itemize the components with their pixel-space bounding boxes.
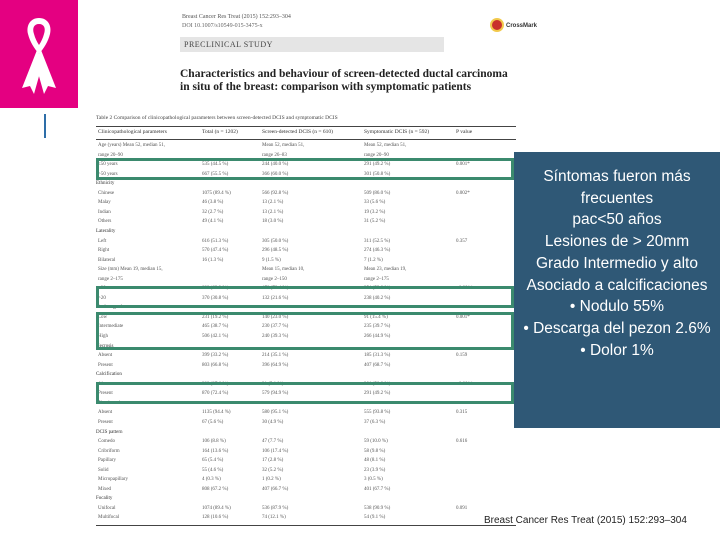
table-cell: 140 (23.0 %) — [262, 314, 289, 320]
table-cell: 803 (66.8 %) — [202, 362, 229, 368]
table-cell: Micropapillary — [98, 477, 128, 483]
table-cell: DCIS pattern — [96, 429, 123, 435]
table-row — [96, 419, 516, 427]
table-cell: Others — [98, 219, 112, 225]
table-cell: Absent — [98, 381, 113, 387]
table-cell: ≤20 — [98, 286, 106, 292]
table-cell: Unifocal — [98, 505, 116, 511]
table-cell: Age (years) Mean 52, median 51, — [98, 143, 166, 148]
table-cell: 37 (6.3 %) — [364, 419, 386, 425]
table-cell: 305 (50.0 %) — [262, 238, 289, 244]
table-cell: 33 (5.6 %) — [364, 200, 386, 206]
table-cell: 579 (94.9 %) — [262, 391, 289, 397]
table-cell: <0.001* — [456, 286, 473, 292]
highlight-grade — [96, 312, 514, 350]
table-cell: 296 (48.5 %) — [262, 248, 289, 254]
table-cell: 32 (2.7 %) — [202, 209, 224, 215]
summary-text — [514, 166, 720, 361]
table-header: P value — [456, 129, 473, 135]
table-cell: 0.159 — [456, 353, 468, 359]
table-cell: Comedo — [98, 439, 115, 445]
table-cell: 13 (2.1 %) — [262, 200, 284, 206]
table-cell: 128 (10.6 %) — [202, 515, 229, 521]
table-cell: 0.357 — [456, 238, 468, 244]
journal-citation: Breast Cancer Res Treat (2015) 152:293–304 — [182, 14, 291, 20]
table-cell: 0.616 — [456, 439, 468, 445]
table-cell: Papillary — [98, 458, 117, 464]
table-cell: 870 (72.4 %) — [202, 391, 229, 397]
table-cell: 106 (8.8 %) — [202, 439, 226, 445]
table-cell: 1 (0.2 %) — [262, 477, 281, 483]
table-cell: Right — [98, 248, 110, 254]
table-cell: range 2–175 — [364, 276, 389, 282]
table-cell: 0.001* — [456, 162, 470, 168]
table-cell: ≤50 years — [98, 162, 118, 168]
table-row — [96, 352, 516, 360]
table-cell: Low — [98, 314, 108, 320]
table-cell: 235 (39.7 %) — [364, 324, 391, 330]
summary-line: Grado Intermedio y alto — [536, 254, 698, 272]
table-cell: 0.001* — [456, 314, 470, 320]
summary-line: Asociado a calcificaciones — [526, 276, 708, 294]
table-cell: 244 (40.0 %) — [262, 162, 289, 168]
table-row — [96, 409, 516, 417]
table-cell: 616 (51.3 %) — [202, 238, 229, 244]
footer-reference: Breast Cancer Res Treat (2015) 152:293–304 — [484, 515, 687, 526]
table-cell: High — [98, 334, 108, 339]
table-cell: 311 (52.5 %) — [364, 238, 391, 244]
pink-ribbon-icon — [10, 10, 68, 100]
highlight-age — [96, 158, 514, 180]
crossmark-label: CrossMark — [506, 23, 538, 29]
table-cell: 48 (8.1 %) — [364, 458, 386, 464]
table-cell: Ethnicity — [96, 181, 115, 187]
table-cell: 18 (3.0 %) — [262, 219, 284, 225]
table-row — [96, 476, 516, 484]
table-cell: 74 (12.1 %) — [262, 515, 286, 521]
table-cell: 230 (37.7 %) — [262, 324, 289, 330]
table-cell: Mean 15, median 10, — [262, 267, 305, 273]
table-caption: Table 2 Comparison of clinicopathological parameters between screen-detected DCIS and symptomatic DCIS — [96, 115, 338, 121]
table-row — [96, 457, 516, 465]
table-row — [96, 505, 516, 513]
table-row — [96, 257, 516, 265]
table-cell: Mean 52, median 51, — [364, 143, 407, 148]
table-row — [96, 199, 516, 207]
table-cell: Present — [98, 419, 113, 425]
table-cell: 536 (87.9 %) — [262, 505, 289, 511]
table-rule — [96, 525, 516, 526]
highlight-size — [96, 286, 514, 308]
table-cell: 67 (5.6 %) — [202, 419, 224, 425]
table-cell: Cribriform — [98, 448, 120, 454]
table-cell: Mean 23, median 19, — [364, 267, 407, 273]
highlight-calcification — [96, 382, 514, 404]
section-bar — [180, 37, 444, 52]
left-accent-line — [44, 114, 46, 138]
summary-line: pac<50 años — [572, 211, 662, 229]
table-cell: 31 (5.2 %) — [364, 219, 386, 225]
table-row — [96, 180, 516, 188]
table-cell: 59 (10.0 %) — [364, 439, 388, 445]
table-cell: 19 (3.2 %) — [364, 209, 386, 215]
table-cell: 91 (15.4 %) — [364, 314, 388, 320]
table-cell: 58 (9.8 %) — [364, 448, 386, 454]
table-cell: 291 (49.2 %) — [364, 162, 391, 168]
paper-title: Characteristics and behaviour of screen-detected ductal carcinoma in situ of the breast: comparison with symptomatic patients — [180, 68, 508, 93]
table-row — [96, 448, 516, 456]
table-cell: 580 (95.1 %) — [262, 410, 289, 416]
table-cell: 555 (93.8 %) — [364, 410, 391, 416]
table-cell: range 2–175 — [98, 276, 123, 282]
table-row — [96, 467, 516, 475]
table-row — [96, 486, 516, 494]
table-cell: 31 (5.1 %) — [262, 381, 284, 387]
table-header: Symptomatic DCIS (n = 592) — [364, 129, 430, 135]
table-cell: 231 (19.2 %) — [202, 314, 229, 320]
table-row — [96, 247, 516, 255]
table-cell: 396 (64.9 %) — [262, 362, 289, 368]
table-cell: Left — [98, 238, 107, 244]
table-cell: 164 (13.6 %) — [202, 448, 229, 454]
table-cell: 47 (7.7 %) — [262, 439, 284, 445]
table-cell: 808 (67.2 %) — [202, 486, 229, 492]
table-cell: 1075 (89.4 %) — [202, 190, 231, 196]
section-label: PRECLINICAL STUDY — [184, 40, 273, 49]
table-cell: Multifocal — [98, 515, 120, 521]
table-cell: 1074 (89.4 %) — [202, 505, 231, 511]
table-cell: Bilateral — [98, 257, 116, 263]
table-cell: 566 (92.8 %) — [262, 190, 289, 196]
table-cell: Focality — [96, 496, 113, 502]
table-row — [96, 429, 516, 437]
table-cell: 506 (42.1 %) — [202, 334, 229, 339]
table-cell: 3 (0.5 %) — [364, 477, 383, 483]
table-cell: <0.001* — [456, 381, 473, 387]
summary-line: Lesiones de > 20mm — [544, 233, 690, 251]
table-cell: Present — [98, 391, 113, 397]
table-cell: 407 (68.7 %) — [364, 362, 391, 368]
table-cell: 23 (3.9 %) — [364, 467, 386, 473]
table-cell: Mean 52, median 51, — [262, 143, 305, 148]
table-row — [96, 362, 516, 370]
table-row — [96, 228, 516, 236]
table-cell: 30 (4.9 %) — [262, 419, 284, 425]
table-cell: 17 (2.8 %) — [262, 458, 284, 464]
table-cell: 535 (44.5 %) — [202, 162, 229, 168]
table-row — [96, 142, 516, 150]
table-cell: 0.002* — [456, 190, 470, 196]
table-cell: 332 (27.6 %) — [202, 381, 229, 387]
table-cell: Nuclear grade — [96, 305, 125, 311]
table-row — [96, 209, 516, 217]
table-rule — [96, 126, 516, 127]
table-cell: 106 (17.4 %) — [262, 448, 289, 454]
table-cell: Size (mm) Mean 19, median 15, — [98, 267, 163, 273]
table-cell: 570 (47.4 %) — [202, 248, 229, 254]
table-cell: 49 (4.1 %) — [202, 219, 224, 225]
table-row — [96, 495, 516, 503]
table-cell: 4 (0.3 %) — [202, 477, 221, 483]
table-cell: 407 (66.7 %) — [262, 486, 289, 492]
table-row — [96, 438, 516, 446]
table-cell: 54 (9.1 %) — [364, 515, 386, 521]
table-row — [96, 190, 516, 198]
table-cell: 832 (69.2 %) — [202, 286, 229, 292]
table-cell: Intermediate — [98, 324, 124, 330]
table-cell: Calcification — [96, 372, 122, 378]
summary-bullet: • Dolor 1% — [514, 340, 720, 362]
table-cell: 370 (30.8 %) — [202, 295, 229, 301]
table-cell: 509 (86.0 %) — [364, 190, 391, 196]
table-cell: 7 (1.2 %) — [364, 257, 383, 263]
table-cell: Absent — [98, 410, 113, 416]
summary-panel — [514, 152, 720, 428]
table-cell: 185 (31.3 %) — [364, 353, 391, 359]
paper-excerpt — [92, 6, 538, 536]
table-row — [96, 514, 516, 522]
table-cell: Indian — [98, 209, 111, 215]
table-row — [96, 266, 516, 274]
table-cell: 301 (50.8 %) — [364, 381, 391, 387]
crossmark-icon — [490, 18, 504, 32]
table-cell: 9 (1.5 %) — [262, 257, 281, 263]
table-cell: Necrosis — [96, 343, 114, 349]
table-cell: 399 (33.2 %) — [202, 353, 229, 359]
summary-bullet: • Nodulo 55% — [514, 296, 720, 318]
doi: DOI 10.1007/s10549-015-3475-x — [182, 23, 263, 29]
table-cell: 55 (4.6 %) — [202, 467, 224, 473]
table-cell: Solid — [98, 467, 109, 473]
table-cell: 46 (3.8 %) — [202, 200, 224, 206]
table-cell: >20 — [98, 295, 106, 301]
table-cell: Malay — [98, 200, 111, 206]
table-row — [96, 238, 516, 246]
table-cell: 465 (38.7 %) — [202, 324, 229, 330]
table-cell: 366 (60.0 %) — [262, 171, 289, 177]
table-cell: 65 (5.4 %) — [202, 458, 224, 464]
table-cell: 274 (46.3 %) — [364, 248, 391, 254]
table-cell: 0.315 — [456, 410, 468, 416]
table-cell: 32 (5.2 %) — [262, 467, 284, 473]
table-cell: >50 years — [98, 171, 118, 177]
table-cell: 16 (1.3 %) — [202, 257, 224, 263]
table-cell: 266 (44.9 %) — [364, 334, 391, 339]
table-header: Total (n = 1202) — [202, 129, 238, 135]
table-cell: 214 (35.1 %) — [262, 353, 289, 359]
table-cell: range 20–90 — [98, 152, 123, 158]
table-cell: range 2–150 — [262, 276, 287, 282]
table-cell: 667 (55.5 %) — [202, 171, 229, 177]
table-row — [96, 371, 516, 379]
table-cell: 401 (67.7 %) — [364, 486, 391, 492]
table-cell: 0.091 — [456, 505, 468, 511]
table-cell: Laterality — [96, 228, 116, 234]
summary-bullet: • Descarga del pezon 2.6% — [514, 318, 720, 340]
table-cell: Mixed — [98, 486, 112, 492]
table-cell: 301 (50.8 %) — [364, 171, 391, 177]
table-cell: Microinvasion — [96, 400, 126, 406]
table-cell: Absent — [98, 353, 113, 359]
summary-line: Síntomas fueron más frecuentes — [543, 168, 691, 207]
table-cell: range 20–90 — [364, 152, 389, 158]
pink-ribbon-panel — [0, 0, 78, 108]
table-row — [96, 218, 516, 226]
table-cell: 538 (90.9 %) — [364, 505, 391, 511]
table-cell: 238 (40.2 %) — [364, 295, 391, 301]
table-cell: 354 (59.8 %) — [364, 286, 391, 292]
table-header: Screen-detected DCIS (n = 610) — [262, 129, 333, 135]
table-cell: range 26–83 — [262, 152, 287, 158]
table-cell: 478 (78.4 %) — [262, 286, 289, 292]
table-cell: 291 (49.2 %) — [364, 391, 391, 397]
table-row — [96, 276, 516, 284]
table-cell: Present — [98, 362, 113, 368]
table-cell: 13 (2.1 %) — [262, 209, 284, 215]
table-rule — [96, 139, 516, 140]
table-cell: 240 (39.3 %) — [262, 334, 289, 339]
table-cell: 1135 (94.4 %) — [202, 410, 231, 416]
table-cell: Chinese — [98, 190, 115, 196]
table-cell: 132 (21.6 %) — [262, 295, 289, 301]
table-header: Clinicopathological parameters — [98, 129, 167, 135]
